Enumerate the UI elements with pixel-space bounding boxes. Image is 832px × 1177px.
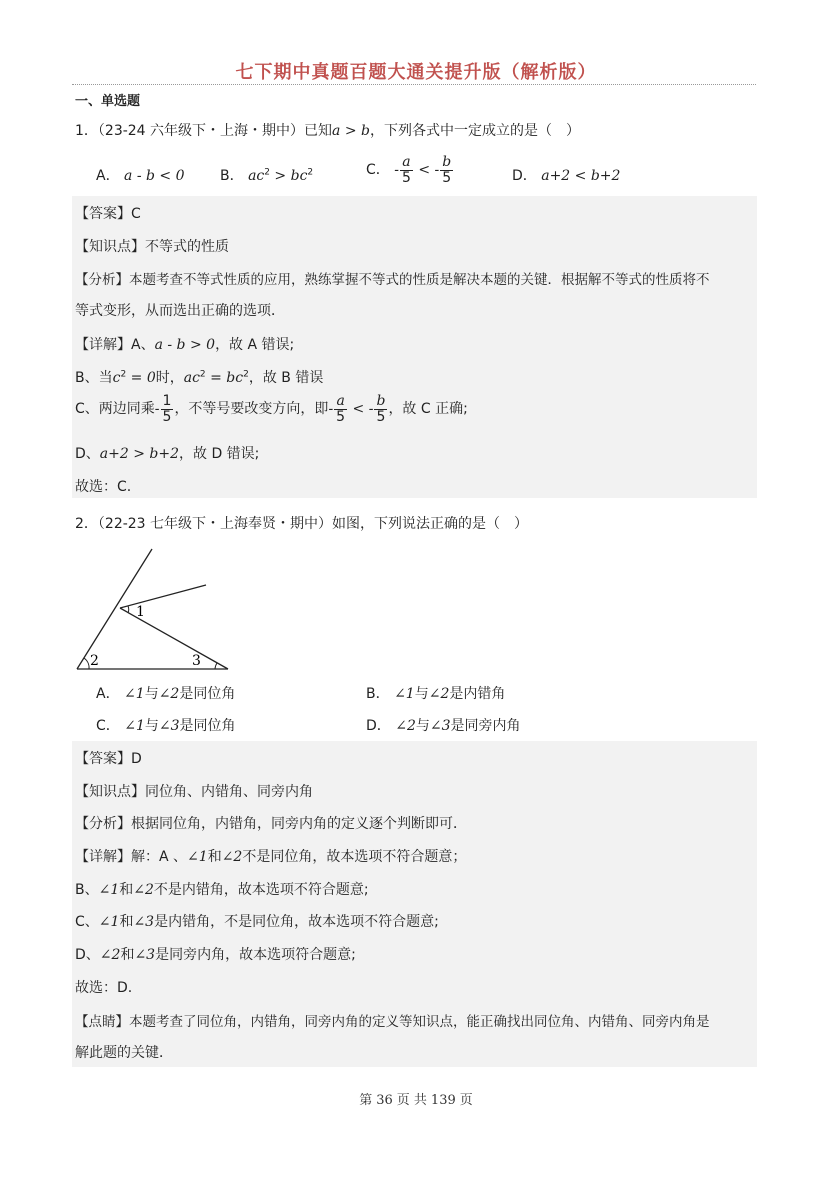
q2-knowledge: 【知识点】同位角、内错角、同旁内角 <box>75 784 313 800</box>
page-footer: 第 36 页 共 139 页 <box>359 1093 473 1108</box>
q2-analysis: 【分析】根据同位角，内错角，同旁内角的定义逐个判断即可． <box>75 816 467 832</box>
q1-option-b: B． $ac^2 > bc^2$ <box>220 167 314 184</box>
q1-option-d: D． a+2 < b+2 <box>512 168 621 184</box>
q2-answer: 【答案】D <box>75 751 142 767</box>
angle-3-arc <box>215 663 217 669</box>
figure-line-top <box>120 585 206 608</box>
q2-option-c: C． ∠1与∠3是同位角 <box>96 718 236 734</box>
q2-conclusion: 故选：D. <box>75 980 133 996</box>
current-page-number: 36 <box>376 1093 393 1108</box>
angle-1-label: 1 <box>136 604 145 620</box>
q1-option-a: A． a - b < 0 <box>96 168 185 184</box>
q1-answer: 【答案】C <box>75 206 141 222</box>
angle-2-arc <box>84 658 89 669</box>
q2-detail-a: 【详解】解：A 、∠1和∠2不是同位角，故本选项不符合题意； <box>75 849 467 865</box>
q2-comment-line1: 【点睛】本题考查了同位角，内错角，同旁内角的定义等知识点，能正确找出同位角、内错角、同旁内角是 <box>75 1014 710 1030</box>
q1-analysis-line1: 【分析】本题考查不等式性质的应用，熟练掌握不等式的性质是解决本题的关键．根据解不等式的性质将不 <box>75 272 710 288</box>
q2-option-d: D． ∠2与∠3是同旁内角 <box>366 718 521 734</box>
q2-angle-figure <box>70 545 250 675</box>
q2-detail-c: C、∠1和∠3是内错角，不是同位角，故本选项不符合题意; <box>75 914 439 930</box>
title-divider <box>72 84 756 85</box>
q2-stem: 2．（22-23 七年级下・上海奉贤・期中）如图，下列说法正确的是（ ） <box>75 516 529 532</box>
section-heading: 一、单选题 <box>75 94 141 109</box>
q1-conclusion: 故选：C. <box>75 479 132 495</box>
angle-3-label: 3 <box>192 653 201 669</box>
angle-1-arc <box>128 606 129 613</box>
q2-option-b: B． ∠1与∠2是内错角 <box>366 686 506 702</box>
q1-stem: 1．（23-24 六年级下・上海・期中）已知a > b，下列各式中一定成立的是（ ） <box>75 123 580 139</box>
q1-detail-d: D、a+2 > b+2，故 D 错误; <box>75 446 260 462</box>
q1-option-c: C． - $\frac{a}{5}$ < - $\frac{b}{5}$ <box>366 154 452 186</box>
q1-detail-c: C、两边同乘- $\frac{1}{5}$ ，不等号要改变方向，即- $\frac{a}{5}$ < - $\frac{b}{5}$ ，故 C 正确; <box>75 393 468 425</box>
q2-detail-d: D、∠2和∠3是同旁内角，故本选项符合题意; <box>75 947 356 963</box>
q1-detail-a: 【详解】A、a - b > 0，故 A 错误; <box>75 337 295 353</box>
q2-comment-line2: 解此题的关键． <box>75 1045 173 1061</box>
page-title: 七下期中真题百题大通关提升版（解析版） <box>235 62 597 83</box>
q1-knowledge: 【知识点】不等式的性质 <box>75 239 229 255</box>
q1-analysis-line2: 等式变形，从而选出正确的选项． <box>75 303 285 319</box>
q2-option-a: A． ∠1与∠2是同位角 <box>96 686 236 702</box>
q1-detail-b: B、当$c^2 = 0$时，$ac^2 = bc^2$，故 B 错误 <box>75 369 324 386</box>
angle-2-label: 2 <box>90 653 99 669</box>
total-pages: 139 <box>430 1093 456 1108</box>
q2-detail-b: B、∠1和∠2不是内错角，故本选项不符合题意; <box>75 882 369 898</box>
